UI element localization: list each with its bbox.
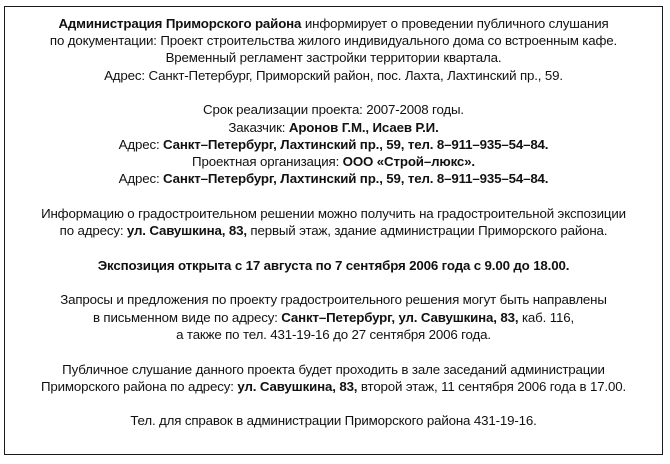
exposition-info-paragraph [11, 205, 656, 239]
proposals-address: Санкт–Петербург, ул. Савушкина, 83, [281, 309, 519, 325]
exposition-hours-paragraph [11, 257, 656, 274]
public-hearing-notice [4, 6, 663, 455]
exposition-hours: Экспозиция открыта с 17 августа по 7 сентября 2006 года с 9.00 до 18.00. [97, 257, 570, 273]
intro-line-3: Временный регламент застройки территории квартала. [165, 50, 502, 66]
customer-line [11, 119, 656, 136]
spacer [11, 187, 656, 205]
design-org-label: Проектная организация: [192, 153, 343, 169]
proposals-line-3: а также по тел. 431-19-16 до 27 сентября 2006 года. [176, 326, 491, 342]
exposition-address: ул. Савушкина, 83, [126, 223, 247, 239]
spacer [11, 239, 656, 257]
project-term: Срок реализации проекта: 2007-2008 годы. [203, 102, 464, 118]
project-details-paragraph [11, 101, 656, 187]
intro-line-4: Адрес: Санкт-Петербург, Приморский район, пос. Лахта, Лахтинский пр., 59. [104, 67, 563, 83]
administration-name: Администрация Приморского района [58, 16, 302, 31]
spacer [11, 84, 656, 102]
exposition-info-line-2 [11, 222, 656, 239]
exposition-address-rest: первый этаж, здание администрации Приморского района. [246, 223, 608, 239]
spacer [11, 343, 656, 361]
customer-address-label: Адрес: [118, 136, 164, 152]
design-org-address-value: Санкт–Петербург, Лахтинский пр., 59, тел. 8–911–935–54–84. [163, 171, 549, 187]
intro-line-1 [11, 15, 656, 32]
proposals-paragraph [11, 291, 656, 343]
spacer [11, 274, 656, 292]
hearing-time: второй этаж, 11 сентября 2006 года в 17.00. [357, 378, 627, 394]
exposition-info-line-1: Информацию о градостроительном решении можно получить на градостроительной экспозиции [41, 205, 626, 221]
spacer [11, 395, 656, 413]
intro-line-2: по документации: Проект строительства жилого индивидуального дома со встроенным кафе. [49, 33, 618, 49]
proposals-address-label: в письменном виде по адресу: [92, 309, 282, 325]
proposals-office: каб. 116, [518, 309, 575, 325]
design-org-address-line [11, 170, 656, 187]
contact-phone-line: Тел. для справок в администрации Приморского района 431-19-16. [130, 413, 537, 429]
hearing-address-label: Приморского района по адресу: [40, 378, 238, 394]
exposition-address-label: по адресу: [59, 223, 127, 239]
contact-paragraph [11, 412, 656, 429]
hearing-line-1: Публичное слушание данного проекта будет проходить в зале заседаний администрации [62, 361, 605, 377]
hearing-line-2 [11, 378, 656, 395]
design-org-address-label: Адрес: [118, 171, 164, 187]
customer-address-line [11, 136, 656, 153]
customer-address-value: Санкт–Петербург, Лахтинский пр., 59, тел. 8–911–935–54–84. [163, 136, 549, 152]
design-org-value: ООО «Строй–люкс». [342, 153, 475, 169]
customer-label: Заказчик: [228, 119, 289, 135]
design-org-line [11, 153, 656, 170]
hearing-paragraph [11, 361, 656, 395]
proposals-line-1: Запросы и предложения по проекту градостроительного решения могут быть направлены [60, 292, 607, 308]
proposals-line-2 [11, 309, 656, 326]
customer-value: Аронов Г.М., Исаев Р.И. [288, 119, 439, 135]
intro-paragraph [11, 15, 656, 84]
intro-line-1-text: информирует о проведении публичного слушания [301, 16, 609, 31]
hearing-address: ул. Савушкина, 83, [237, 378, 358, 394]
